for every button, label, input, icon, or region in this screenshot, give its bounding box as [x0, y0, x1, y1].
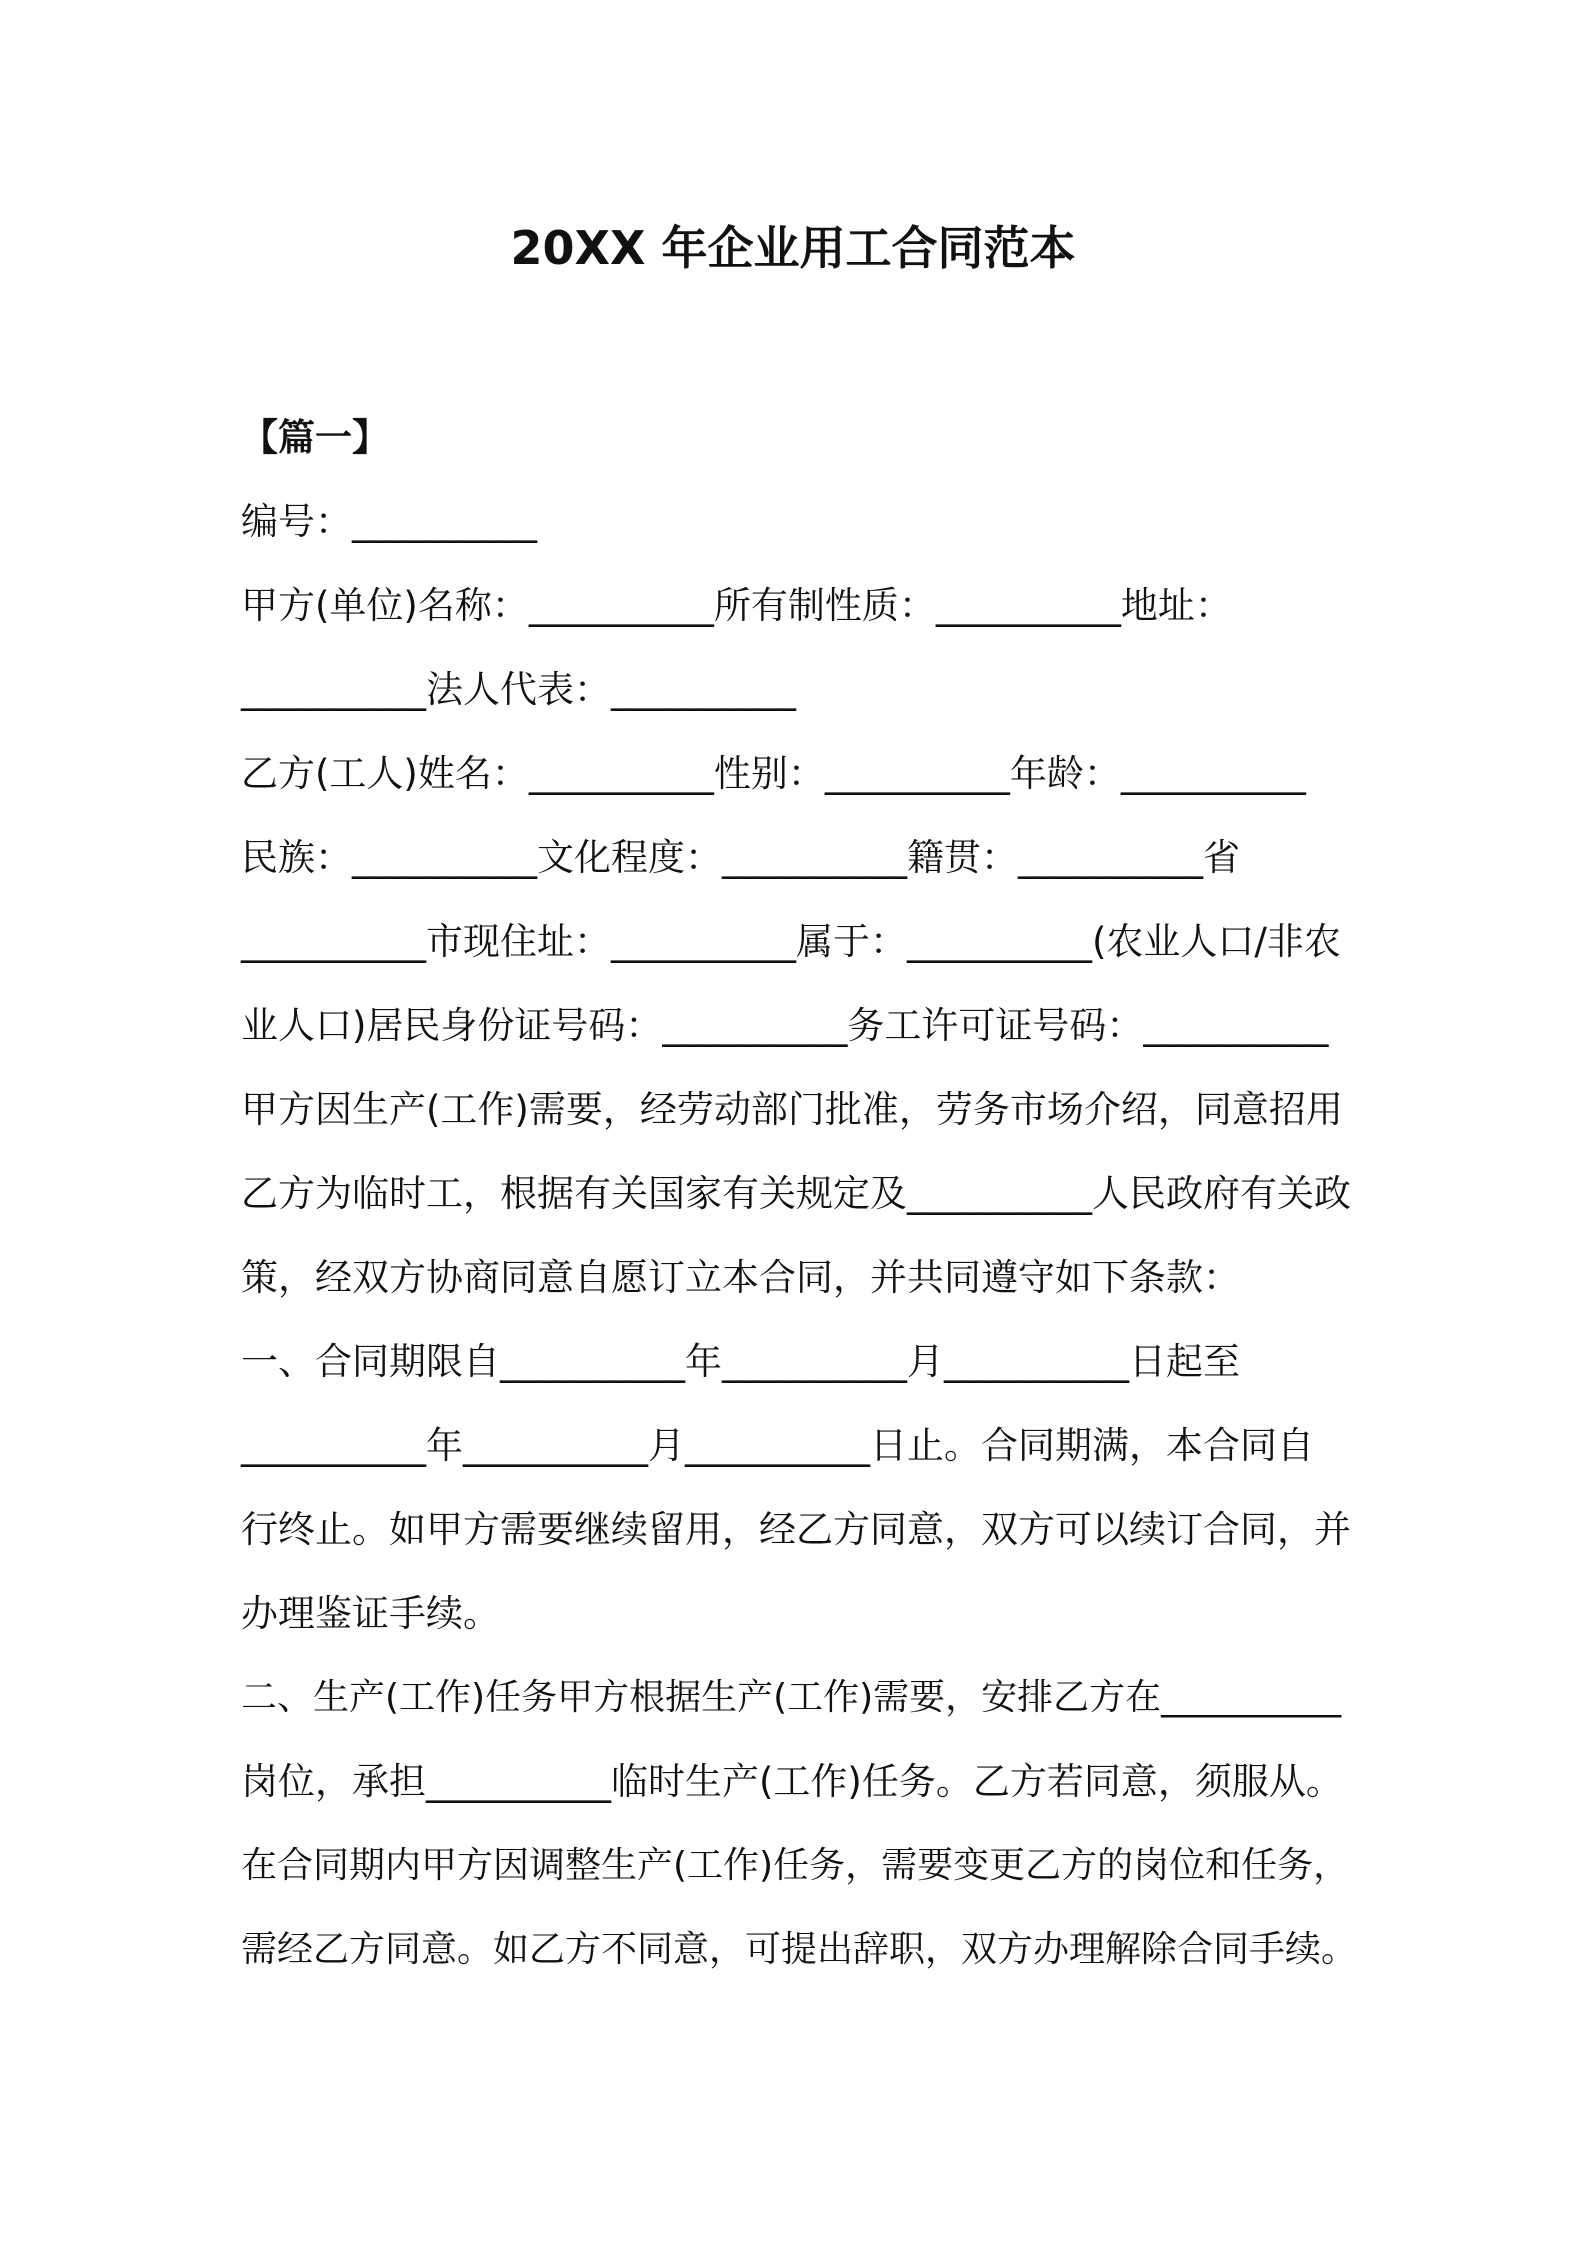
text-line-term-3: 行终止。如甲方需要继续留用，经乙方同意，双方可以续订合同，并 — [241, 1508, 1351, 1551]
text-line-content: 甲方(单位)名称：__________所有制性质：__________地址： — [241, 584, 1232, 627]
text-line-party-b: 乙方(工人)姓名：__________性别：__________年龄：__________ — [241, 752, 1306, 795]
text-line-term-1: 一、合同期限自__________年__________月__________日起至 — [241, 1340, 1240, 1383]
text-line-address: __________市现住址：__________属于：__________(农业人口/非农 — [241, 920, 1341, 963]
text-line-preamble-2: 乙方为临时工，根据有关国家有关规定及__________人民政府有关政 — [241, 1172, 1351, 1215]
text-line-term-2: __________年__________月__________日止。合同期满，本合同自 — [241, 1424, 1314, 1467]
section-label: 【篇一】 — [241, 416, 389, 459]
text-line-task-4: 需经乙方同意。如乙方不同意，可提出辞职，双方办理解除合同手续。 — [241, 1929, 1358, 1970]
text-line-task-3: 在合同期内甲方因调整生产(工作)任务，需要变更乙方的岗位和任务， — [241, 1845, 1350, 1886]
text-line-ethnicity: 民族：__________文化程度：__________籍贯：__________省 — [241, 836, 1240, 879]
text-line-term-4: 办理鉴证手续。 — [241, 1592, 500, 1635]
text-line-party-a — [241, 580, 1359, 632]
text-line-preamble-3: 策，经双方协商同意自愿订立本合同，并共同遵守如下条款： — [241, 1256, 1240, 1299]
text-line-id-number: 业人口)居民身份证号码：__________务工许可证号码：__________ — [241, 1004, 1329, 1047]
document-title: 20XX 年企业用工合同范本 — [510, 221, 1076, 275]
text-line-legal-rep: __________法人代表：__________ — [241, 668, 796, 711]
text-line-serial-number: 编号：__________ — [241, 500, 537, 543]
text-line-preamble-1: 甲方因生产(工作)需要，经劳动部门批准，劳务市场介绍，同意招用 — [241, 1088, 1343, 1131]
text-line-task-1: 二、生产(工作)任务甲方根据生产(工作)需要，安排乙方在__________ — [241, 1677, 1342, 1718]
text-line-task-2: 岗位，承担__________临时生产(工作)任务。乙方若同意，须服从。 — [241, 1760, 1343, 1803]
